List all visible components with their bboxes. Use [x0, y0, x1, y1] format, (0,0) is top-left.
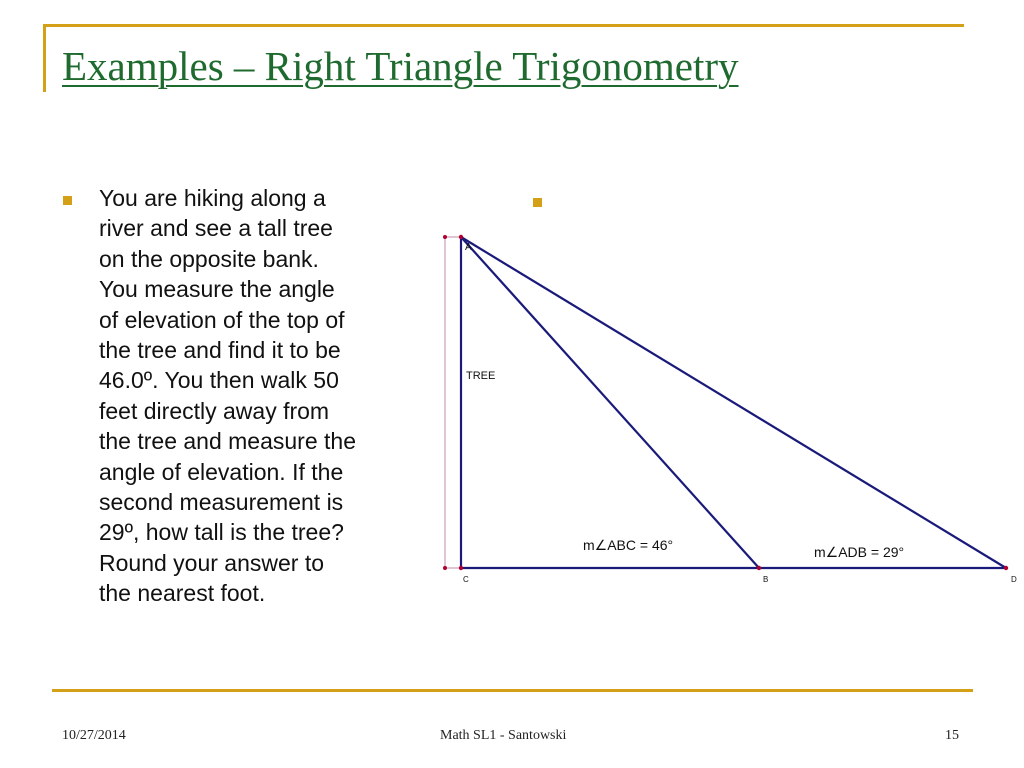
problem-text: You are hiking along a river and see a tall tree on the opposite bank. You measure the angle of elevation of the top of the tree and find it to be 46.0º. You then walk 50 feet directly away from the tree and measure the angle of elevation. If the second measurement is 29º, how tall is the tree? Round your answer to the nearest foot. [99, 185, 356, 607]
point-a [459, 235, 463, 239]
sight-line-ad [461, 237, 1006, 568]
label-c: C [463, 575, 469, 584]
label-b: B [763, 575, 769, 584]
bullet-square-icon [533, 198, 542, 207]
point-d [1004, 566, 1008, 570]
label-tree: TREE [466, 370, 496, 382]
title-frame-left-rule [43, 24, 46, 92]
angle-abc-measure: m∠ABC = 46° [583, 537, 674, 553]
label-a: A [465, 242, 472, 253]
point-b [757, 566, 761, 570]
angle-adb-measure: m∠ADB = 29° [814, 544, 905, 560]
triangle-diagram [436, 225, 1024, 590]
footer-course: Math SL1 - Santowski [440, 728, 567, 743]
measure-top-point [443, 235, 447, 239]
sight-line-ab [461, 237, 759, 568]
footer-page-number: 15 [945, 728, 959, 743]
label-d: D [1011, 575, 1017, 584]
bullet-square-icon [63, 196, 72, 205]
point-c [459, 566, 463, 570]
footer-rule [52, 689, 973, 692]
slide-title: Examples – Right Triangle Trigonometry [62, 43, 739, 89]
title-frame-top-rule [43, 24, 964, 27]
footer-date: 10/27/2014 [62, 728, 126, 743]
measure-bottom-point [443, 566, 447, 570]
